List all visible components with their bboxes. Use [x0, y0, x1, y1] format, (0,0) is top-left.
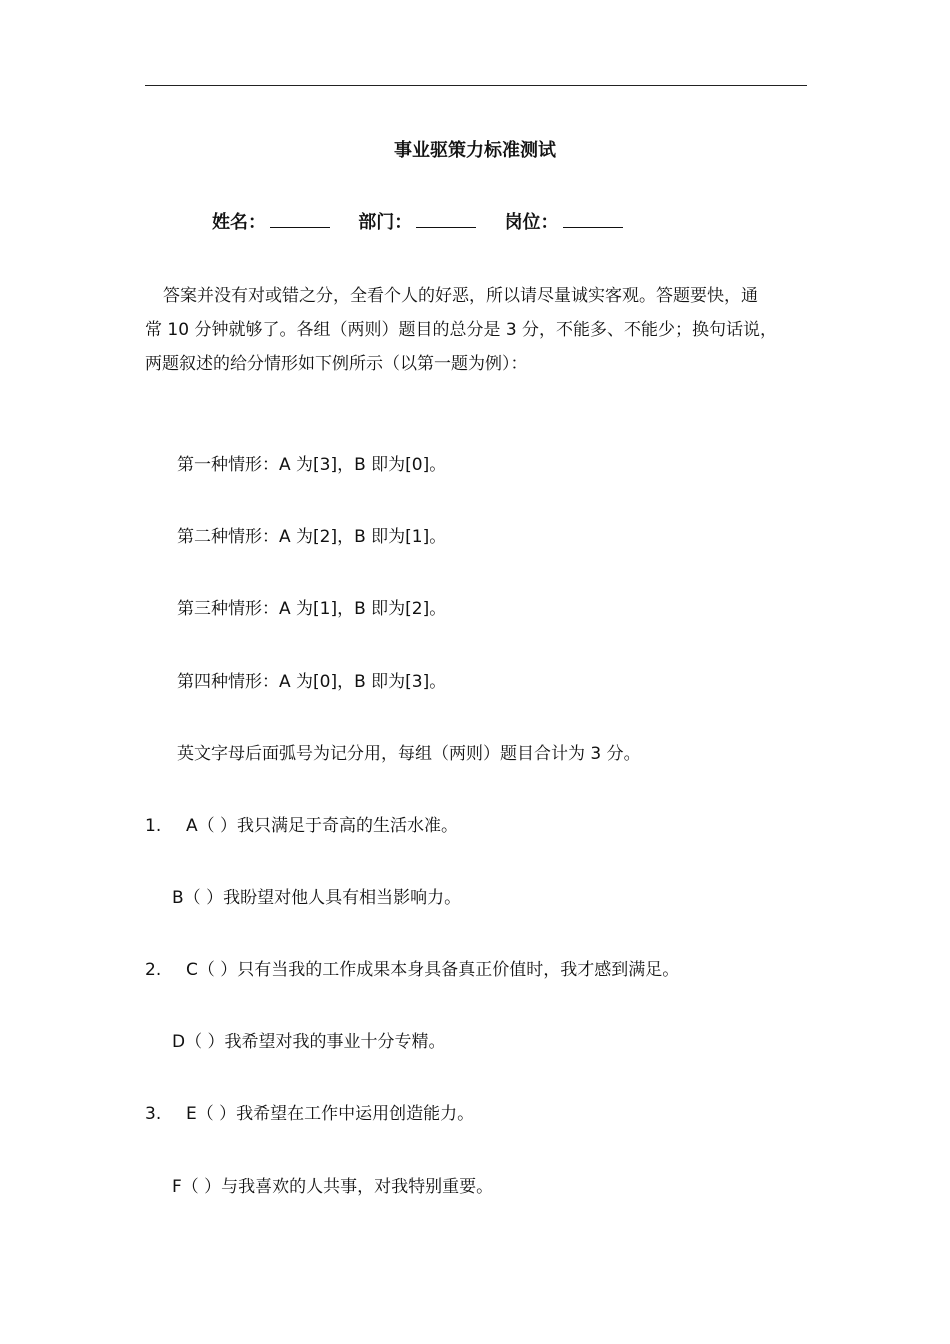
department-blank[interactable]: [416, 226, 476, 228]
question-number: 2.: [145, 960, 162, 980]
scoring-case: 第一种情形：A 为[3]，B 即为[0]。: [177, 455, 447, 475]
top-rule: [145, 85, 807, 86]
scoring-case: 第二种情形：A 为[2]，B 即为[1]。: [177, 527, 447, 547]
name-label: 姓名：: [212, 212, 266, 233]
position-field: [505, 208, 623, 238]
department-field: [358, 208, 476, 238]
question-item: [145, 1101, 474, 1127]
department-label: 部门：: [358, 212, 413, 233]
name-field: [212, 208, 330, 238]
question-option-a[interactable]: C（ ）只有当我的工作成果本身具备真正价值时，我才感到满足。: [186, 960, 680, 980]
instructions-paragraph: [145, 279, 807, 381]
question-option-a[interactable]: E（ ）我希望在工作中运用创造能力。: [186, 1104, 475, 1124]
question-number: 1.: [145, 816, 162, 836]
question-item: [145, 957, 679, 983]
question-option-b[interactable]: D（ ）我希望对我的事业十分专精。: [172, 1032, 446, 1052]
position-blank[interactable]: [563, 226, 623, 228]
question-number: 3.: [145, 1104, 162, 1124]
question-item: [145, 813, 458, 839]
instructions-line: 常 10 分钟就够了。各组（两则）题目的总分是 3 分，不能多、不能少；换句话说，: [145, 320, 778, 340]
name-blank[interactable]: [270, 226, 330, 228]
question-option-b[interactable]: F（ ）与我喜欢的人共事，对我特别重要。: [172, 1177, 494, 1197]
scoring-case: 第四种情形：A 为[0]，B 即为[3]。: [177, 672, 447, 692]
document-title: 事业驱策力标准测试: [394, 140, 556, 161]
instructions-line: 两题叙述的给分情形如下例所示（以第一题为例）：: [145, 354, 528, 374]
question-option-b[interactable]: B（ ）我盼望对他人具有相当影响力。: [172, 888, 462, 908]
question-option-a[interactable]: A（ ）我只满足于奇高的生活水准。: [186, 816, 459, 836]
instructions-line: 答案并没有对或错之分，全看个人的好恶，所以请尽量诚实客观。答题要快，通: [163, 286, 758, 306]
info-fields: [212, 208, 623, 238]
scoring-case: 第三种情形：A 为[1]，B 即为[2]。: [177, 599, 447, 619]
position-label: 岗位：: [504, 212, 559, 233]
scoring-note: 英文字母后面弧号为记分用，每组（两则）题目合计为 3 分。: [177, 744, 641, 764]
